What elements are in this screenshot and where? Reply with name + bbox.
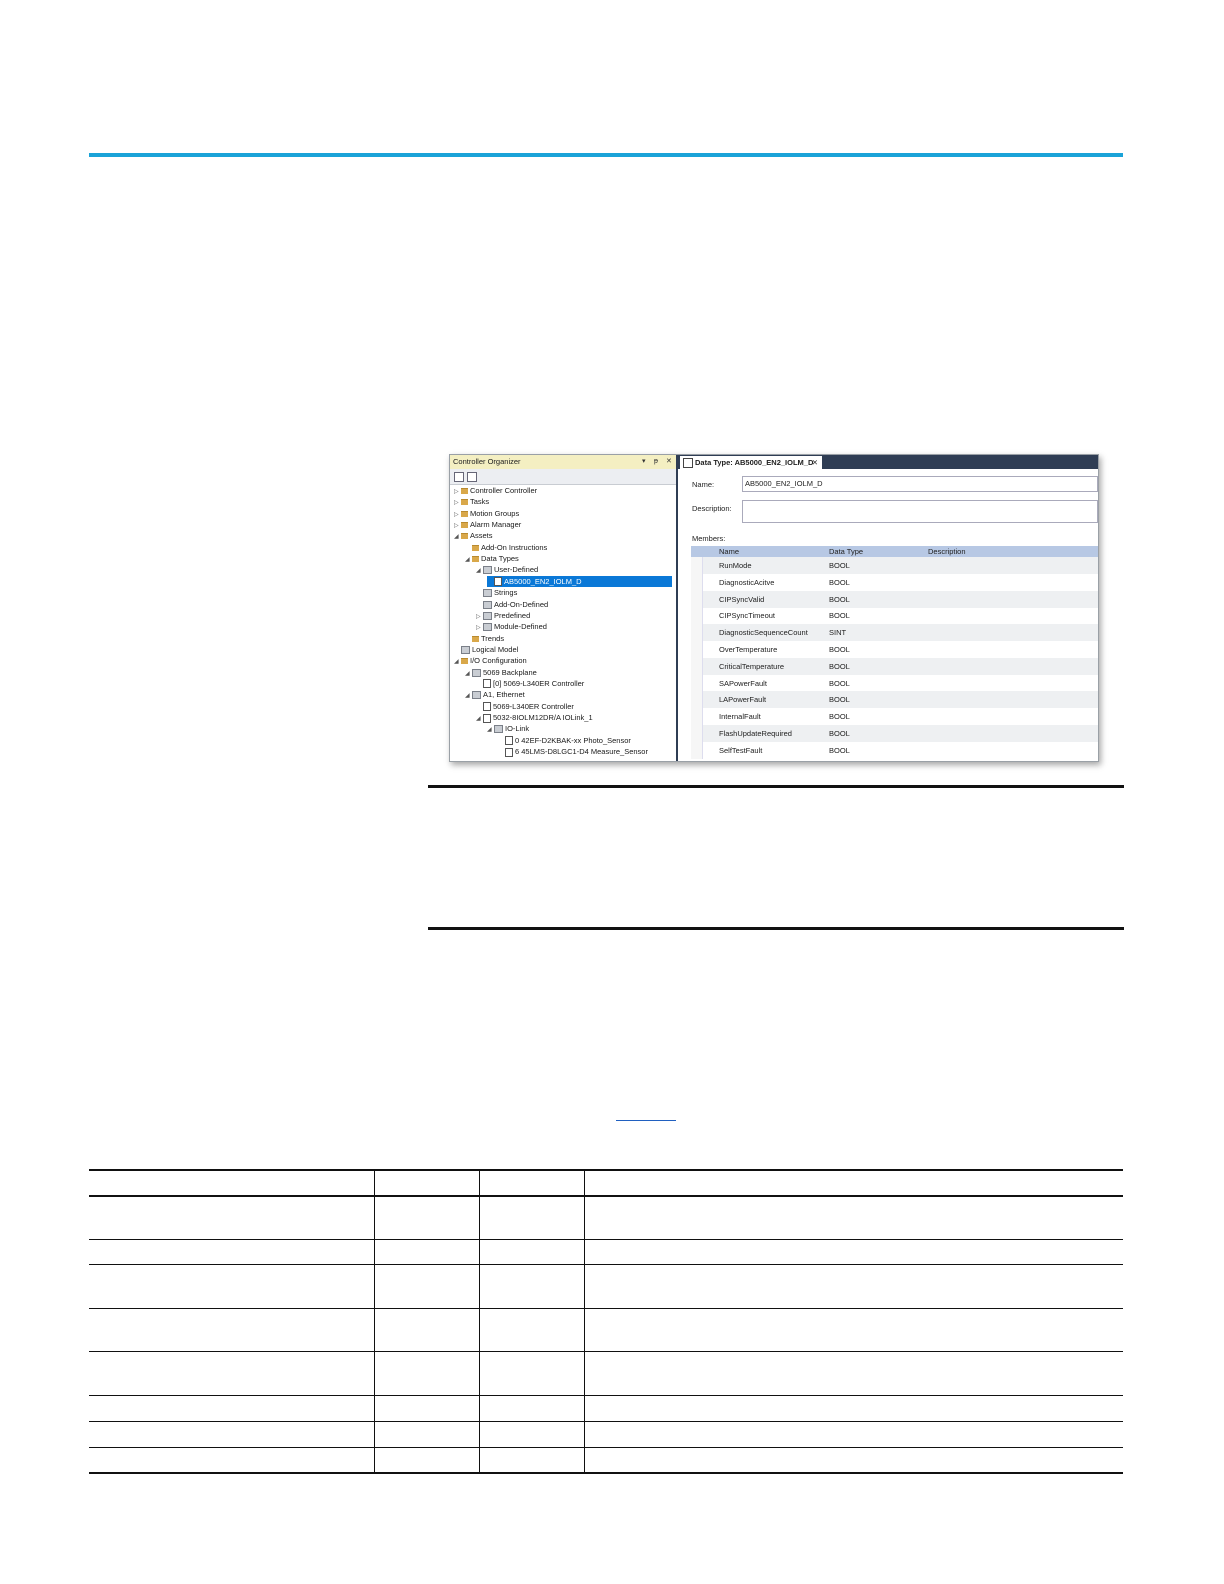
tree-node[interactable] — [454, 496, 672, 507]
data-type-editor — [678, 455, 1098, 761]
tree-node-label: AB5000_EN2_IOLM_D — [504, 576, 582, 586]
member-data-type: BOOL — [829, 712, 850, 722]
tree-node[interactable] — [476, 564, 672, 575]
close-icon[interactable]: ✕ — [666, 458, 672, 465]
member-row[interactable] — [691, 641, 1098, 658]
pin-icon[interactable]: ᵽ — [654, 458, 658, 465]
tree-node-label: A1, Ethernet — [483, 690, 525, 700]
table-row-rule — [89, 1239, 1123, 1240]
tree-node[interactable] — [465, 553, 672, 564]
tree-node[interactable] — [454, 519, 672, 530]
member-row[interactable] — [691, 624, 1098, 641]
row-gutter[interactable] — [691, 742, 703, 759]
tree-node[interactable] — [487, 576, 672, 587]
member-name: RunMode — [719, 561, 752, 570]
tree-expander-icon[interactable]: ▷ — [476, 625, 481, 632]
tree-node[interactable] — [454, 655, 672, 666]
table-column-divider — [584, 1170, 585, 1473]
table-header-rule — [89, 1195, 1123, 1197]
member-name: DiagnosticSequenceCount — [719, 628, 808, 638]
folder-icon — [461, 499, 468, 505]
cross-reference-link[interactable] — [616, 1120, 676, 1121]
tree-node-label: [0] 5069-L340ER Controller — [493, 678, 585, 688]
members-description-table — [89, 1168, 1123, 1474]
tree-expander-icon[interactable]: ◢ — [465, 670, 470, 677]
controller-organizer-panel — [450, 455, 678, 761]
tree-expander-icon[interactable]: ◢ — [476, 568, 481, 575]
tree-expander-icon[interactable]: ◢ — [454, 659, 459, 666]
table-row-rule — [89, 1308, 1123, 1309]
row-gutter[interactable] — [691, 624, 703, 641]
description-label: Description: — [692, 504, 732, 513]
folder-icon — [461, 522, 468, 528]
network-icon — [472, 691, 481, 699]
row-gutter[interactable] — [691, 708, 703, 725]
gear-folder-icon — [483, 566, 492, 574]
table-top-rule — [89, 1169, 1123, 1171]
organizer-title: Controller Organizer — [453, 457, 521, 466]
tree-node[interactable] — [476, 599, 672, 610]
member-data-type: BOOL — [829, 661, 850, 671]
member-name: LAPowerFault — [719, 695, 767, 705]
row-gutter[interactable] — [691, 691, 703, 708]
member-data-type: BOOL — [829, 561, 850, 570]
tree-node[interactable] — [454, 508, 672, 519]
tree-node[interactable] — [498, 746, 672, 757]
tree-node-label: Controller Controller — [470, 486, 538, 495]
member-data-type: BOOL — [829, 577, 850, 587]
member-name: SAPowerFault — [719, 678, 767, 688]
tree-node-label: User-Defined — [494, 565, 539, 575]
column-data-type[interactable]: Data Type — [829, 547, 864, 556]
note-bottom-rule — [428, 927, 1124, 930]
tree-node-label: 0 42EF-D2KBAK-xx Photo_Sensor — [515, 735, 631, 745]
header-accent-rule — [89, 153, 1123, 157]
member-data-type: BOOL — [829, 611, 850, 621]
folder-icon — [461, 511, 468, 517]
datatype-icon — [494, 577, 502, 586]
table-row-rule — [89, 1351, 1123, 1352]
organizer-toolbar — [450, 469, 676, 485]
tree-expander-icon[interactable]: ▷ — [454, 523, 459, 530]
members-grid — [691, 546, 1098, 761]
folder-icon — [461, 533, 468, 539]
gear-folder-icon — [483, 612, 492, 620]
member-name: FlashUpdateRequired — [719, 729, 792, 738]
tree-node[interactable] — [476, 701, 672, 712]
member-name: CIPSyncTimeout — [719, 611, 775, 621]
tree-node-label: Predefined — [494, 610, 531, 620]
tab-close-icon[interactable]: ✕ — [811, 458, 818, 467]
device-icon — [505, 736, 513, 745]
tree-node-label: I/O Configuration — [470, 656, 527, 666]
row-gutter[interactable] — [691, 725, 703, 742]
table-bottom-rule — [89, 1472, 1123, 1474]
table-row-rule — [89, 1264, 1123, 1265]
tree-expander-icon[interactable]: ◢ — [465, 557, 470, 564]
controller-icon — [483, 679, 491, 688]
tree-node[interactable] — [454, 485, 672, 496]
column-description[interactable]: Description — [928, 547, 966, 556]
module-icon — [483, 714, 491, 723]
member-row[interactable] — [691, 691, 1098, 708]
tree-node[interactable] — [476, 610, 672, 621]
tree-node[interactable] — [465, 689, 672, 700]
tree-node[interactable] — [465, 542, 672, 553]
software-screenshot — [449, 454, 1099, 762]
dropdown-icon[interactable]: ▾ — [642, 458, 646, 465]
editor-tab-bar — [678, 455, 1098, 469]
member-row[interactable] — [691, 675, 1098, 692]
tree-expander-icon[interactable]: ◢ — [454, 534, 459, 541]
row-gutter[interactable] — [691, 607, 703, 624]
tree-node[interactable] — [487, 723, 672, 734]
organizer-title-bar — [450, 455, 676, 469]
folder-icon — [472, 556, 479, 562]
member-name: DiagnosticAcitve — [719, 577, 775, 587]
member-row[interactable] — [691, 591, 1098, 608]
tree-node-label: Strings — [494, 588, 518, 598]
tree-node[interactable] — [476, 712, 672, 723]
tree-node[interactable] — [454, 644, 672, 655]
member-data-type: BOOL — [829, 695, 850, 705]
folder-icon — [461, 658, 468, 664]
tree-node-label: Add-On Instructions — [481, 542, 548, 552]
tab-title: Data Type: AB5000_EN2_IOLM_D — [695, 458, 814, 467]
tree-node-label: IO-Link — [505, 724, 530, 734]
tree-node-label: 5032-8IOLM12DR/A IOLink_1 — [493, 713, 593, 722]
row-gutter[interactable] — [691, 574, 703, 591]
folder-icon — [472, 545, 479, 551]
tree-expander-icon[interactable]: ◢ — [487, 727, 492, 734]
member-data-type: SINT — [829, 628, 847, 638]
collapse-all-icon[interactable] — [467, 472, 477, 482]
tree-expander-icon[interactable]: ◢ — [476, 716, 481, 722]
tree-node[interactable] — [465, 667, 672, 678]
tab-data-type[interactable] — [680, 456, 822, 469]
tree-node[interactable] — [476, 621, 672, 632]
data-type-icon — [683, 458, 693, 468]
row-gutter[interactable] — [691, 557, 703, 574]
tree-node-label: Assets — [470, 531, 493, 541]
tree-expander-icon[interactable]: ▷ — [454, 511, 459, 518]
model-icon — [461, 646, 470, 654]
tree-node[interactable] — [476, 678, 672, 689]
iolink-icon — [494, 725, 503, 733]
tree-node[interactable] — [498, 735, 672, 746]
tree-expander-icon[interactable]: ▷ — [454, 500, 459, 507]
tree-node-label: 5069-L340ER Controller — [493, 701, 574, 711]
tree-expander-icon[interactable]: ▷ — [454, 489, 459, 495]
device-icon — [505, 748, 513, 757]
members-label: Members: — [692, 534, 726, 543]
tree-node[interactable] — [454, 530, 672, 541]
tree-node-label: Motion Groups — [470, 508, 520, 518]
table-row-rule — [89, 1421, 1123, 1422]
gear-folder-icon — [483, 623, 492, 631]
tree-node-label: Logical Model — [472, 644, 519, 654]
tree-node[interactable] — [476, 587, 672, 598]
table-column-divider — [479, 1170, 480, 1473]
gear-folder-icon — [483, 601, 492, 609]
tree-node-label: Alarm Manager — [470, 520, 522, 530]
row-gutter[interactable] — [691, 675, 703, 692]
member-name: CIPSyncValid — [719, 594, 765, 604]
member-data-type: BOOL — [829, 745, 850, 755]
tree-node-label: Data Types — [481, 554, 519, 564]
row-gutter[interactable] — [691, 591, 703, 608]
tree-node-label: 6 45LMS-D8LGC1-D4 Measure_Sensor — [515, 747, 648, 757]
member-row[interactable] — [691, 742, 1098, 759]
column-name[interactable]: Name — [719, 547, 740, 556]
folder-icon — [461, 488, 468, 494]
member-row[interactable] — [691, 574, 1098, 591]
name-label: Name: — [692, 480, 715, 489]
folder-icon — [472, 636, 479, 642]
tree-node-label: Tasks — [470, 497, 490, 507]
tree-node-label: Add-On-Defined — [494, 599, 549, 609]
member-data-type: BOOL — [829, 645, 850, 654]
gear-folder-icon — [483, 589, 492, 597]
table-row-rule — [89, 1447, 1123, 1448]
member-data-type: BOOL — [829, 594, 850, 604]
member-row[interactable] — [691, 557, 1098, 574]
note-top-rule — [428, 785, 1124, 788]
description-field[interactable] — [742, 500, 1098, 523]
tree-node-label: 5069 Backplane — [483, 667, 537, 677]
member-row[interactable] — [691, 725, 1098, 742]
member-name: SelfTestFault — [719, 745, 763, 755]
tree-node[interactable] — [465, 633, 672, 644]
member-name: OverTemperature — [719, 645, 778, 654]
member-data-type: BOOL — [829, 678, 850, 688]
tree-node-label: Module-Defined — [494, 622, 547, 632]
member-name: CriticalTemperature — [719, 661, 785, 671]
controller-icon — [483, 702, 491, 711]
tree-expander-icon[interactable]: ▷ — [476, 613, 481, 620]
row-gutter[interactable] — [691, 658, 703, 675]
row-gutter[interactable] — [691, 641, 703, 658]
member-name: InternalFault — [719, 712, 761, 722]
member-data-type: BOOL — [829, 729, 850, 738]
backplane-icon — [472, 669, 481, 677]
tree-expander-icon[interactable]: ◢ — [465, 693, 470, 700]
new-window-icon[interactable] — [454, 472, 464, 482]
members-header — [691, 546, 1098, 557]
tree-node-label: Trends — [481, 633, 505, 643]
table-column-divider — [374, 1170, 375, 1473]
member-row[interactable] — [691, 607, 1098, 624]
table-row-rule — [89, 1395, 1123, 1396]
member-row[interactable] — [691, 658, 1098, 675]
name-field[interactable]: AB5000_EN2_IOLM_D — [742, 476, 1098, 492]
member-row[interactable] — [691, 708, 1098, 725]
